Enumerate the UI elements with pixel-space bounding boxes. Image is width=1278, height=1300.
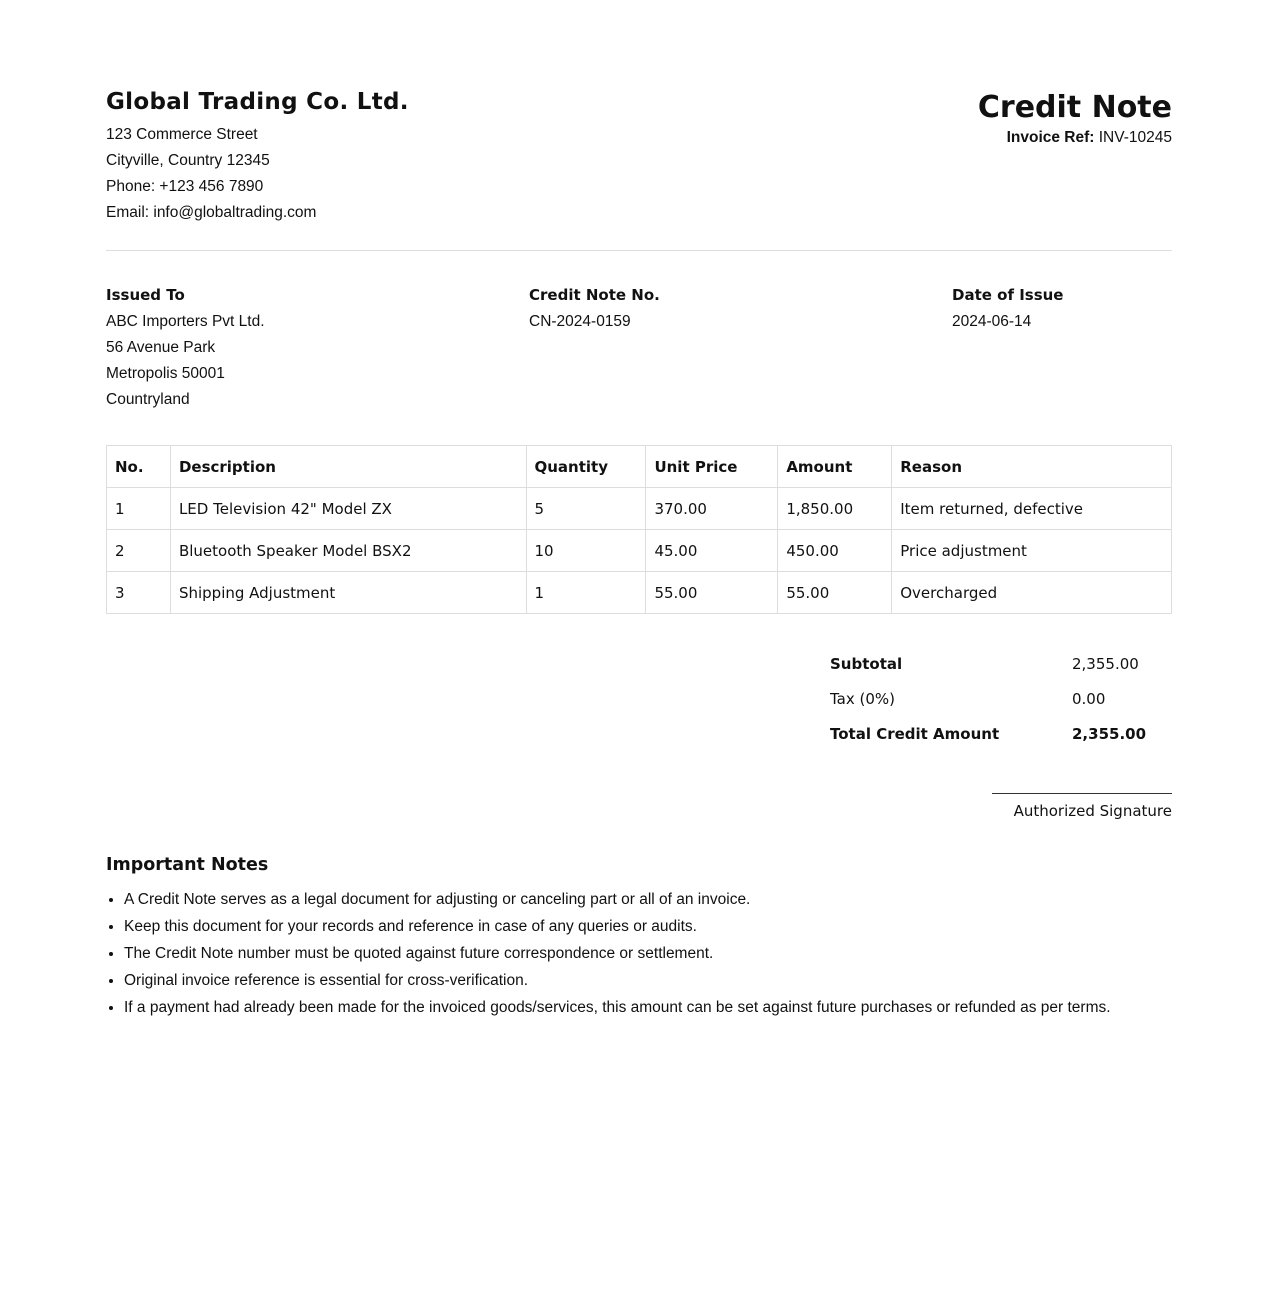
cell-unit-price: 370.00 <box>646 488 778 530</box>
credit-note-number-value: CN-2024-0159 <box>529 313 631 330</box>
column-header-unit-price: Unit Price <box>646 446 778 488</box>
issued-to-label: Issued To <box>106 286 185 304</box>
list-item: • A Credit Note serves as a legal document for adjusting or canceling part or all of an invoice. <box>124 886 1172 913</box>
cell-no: 2 <box>107 530 171 572</box>
invoice-ref-value: INV-10245 <box>1098 129 1172 146</box>
issued-to-line: Countryland <box>106 391 190 408</box>
list-item: • Original invoice reference is essential for cross-verification. <box>124 967 1172 994</box>
cell-reason: Item returned, defective <box>892 488 1172 530</box>
tax-row <box>830 681 1172 716</box>
subtotal-value: 2,355.00 <box>1072 654 1139 673</box>
list-item: • Keep this document for your records and reference in case of any queries or audits. <box>124 913 1172 940</box>
tax-value: 0.00 <box>1072 689 1106 708</box>
cell-amount: 1,850.00 <box>778 488 892 530</box>
table-row <box>107 530 1172 572</box>
invoice-ref-label: Invoice Ref: <box>1006 129 1095 146</box>
table-header-row <box>107 446 1172 488</box>
table-row <box>107 572 1172 614</box>
credit-note-number-label: Credit Note No. <box>529 286 660 304</box>
document-header <box>106 88 1172 251</box>
credit-note-number-block <box>529 285 952 413</box>
cell-quantity: 1 <box>526 572 646 614</box>
cell-amount: 450.00 <box>778 530 892 572</box>
tax-label: Tax (0%) <box>830 689 896 708</box>
cell-unit-price: 45.00 <box>646 530 778 572</box>
document-title: Credit Note <box>977 90 1172 125</box>
issued-to-line: Metropolis 50001 <box>106 365 225 382</box>
info-section <box>106 285 1172 413</box>
cell-quantity: 5 <box>526 488 646 530</box>
cell-unit-price: 55.00 <box>646 572 778 614</box>
date-of-issue-value: 2024-06-14 <box>952 313 1032 330</box>
list-item: • The Credit Note number must be quoted against future correspondence or settlement. <box>124 940 1172 967</box>
issued-to-line: ABC Importers Pvt Ltd. <box>106 313 265 330</box>
company-block <box>106 88 409 226</box>
company-email: Email: info@globaltrading.com <box>106 204 317 221</box>
notes-list <box>106 886 1172 1021</box>
invoice-reference <box>978 128 1172 148</box>
cell-description: Bluetooth Speaker Model BSX2 <box>170 530 526 572</box>
total-label: Total Credit Amount <box>830 724 1000 743</box>
subtotal-label: Subtotal <box>830 654 903 673</box>
totals-block <box>830 646 1172 751</box>
date-of-issue-label: Date of Issue <box>952 286 1064 304</box>
column-header-quantity: Quantity <box>526 446 646 488</box>
cell-quantity: 10 <box>526 530 646 572</box>
column-header-amount: Amount <box>778 446 892 488</box>
notes-title: Important Notes <box>106 855 269 875</box>
issued-to-line: 56 Avenue Park <box>106 339 216 356</box>
table-row <box>107 488 1172 530</box>
credit-note-document <box>106 0 1172 1021</box>
cell-no: 1 <box>107 488 171 530</box>
column-header-no: No. <box>107 446 171 488</box>
authorized-signature: Authorized Signature <box>992 793 1172 820</box>
company-address-line1: 123 Commerce Street <box>106 126 258 143</box>
cell-reason: Overcharged <box>892 572 1172 614</box>
document-title-block <box>978 88 1172 148</box>
important-notes <box>106 854 1172 1021</box>
company-name: Global Trading Co. Ltd. <box>106 89 409 115</box>
total-row <box>830 716 1172 751</box>
subtotal-row <box>830 646 1172 681</box>
date-of-issue-block <box>952 285 1172 413</box>
column-header-description: Description <box>170 446 526 488</box>
cell-reason: Price adjustment <box>892 530 1172 572</box>
cell-description: LED Television 42" Model ZX <box>170 488 526 530</box>
company-phone: Phone: +123 456 7890 <box>106 178 264 195</box>
total-value: 2,355.00 <box>1072 724 1147 743</box>
list-item: • If a payment had already been made for the invoiced goods/services, this amount can be set against future purchases or refunded as per terms. <box>124 994 1172 1021</box>
issued-to-block <box>106 285 529 413</box>
company-address-line2: Cityville, Country 12345 <box>106 152 270 169</box>
column-header-reason: Reason <box>892 446 1172 488</box>
items-table <box>106 445 1172 614</box>
cell-amount: 55.00 <box>778 572 892 614</box>
cell-description: Shipping Adjustment <box>170 572 526 614</box>
cell-no: 3 <box>107 572 171 614</box>
